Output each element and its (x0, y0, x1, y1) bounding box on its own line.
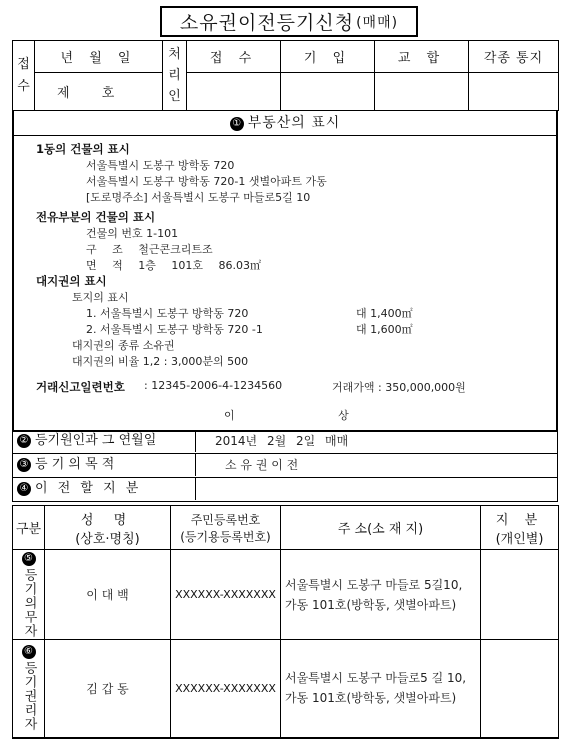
obligor-type: ⑤ 등기의무자 (13, 550, 45, 640)
building-line-1: 서울특별시 도봉구 방학동 720 (86, 159, 235, 172)
purpose-value[interactable]: 소 유 권 이 전 (225, 458, 299, 472)
col-receipt: 접 수 (187, 41, 281, 73)
building-title: 1동의 건물의 표시 (36, 142, 130, 156)
receipt-date-label: 년 월 일 (35, 41, 163, 73)
section-cause-row (12, 430, 558, 454)
notice-cell[interactable] (469, 73, 559, 111)
section-number: ② (17, 434, 31, 448)
land-item-1-area: 대 1,400㎡ (356, 307, 413, 320)
unit-title: 전유부분의 건물의 표시 (36, 210, 156, 224)
col-notice: 각종 통지 (469, 41, 559, 73)
building-line-2: 서울특별시 도봉구 방학동 720-1 샛별아파트 가동 (86, 175, 327, 188)
deal-number-value: : 12345-2006-4-1234560 (144, 379, 283, 392)
holder-type: ⑥ 등기권리자 (13, 640, 45, 738)
receipt-table (12, 40, 559, 111)
section-share-row (12, 478, 558, 502)
section-number: ① (230, 117, 244, 131)
land-right-ratio: 대지권의 비율 1,2 : 3,000분의 500 (72, 355, 249, 368)
entry-cell[interactable] (281, 73, 375, 111)
col-check: 교 합 (375, 41, 469, 73)
section-purpose-row (12, 454, 558, 478)
unit-area: 면 적 1층 101호 86.03㎡ (86, 259, 261, 272)
property-section (12, 110, 558, 432)
receipt-side-label: 접 수 (13, 41, 35, 111)
unit-number: 건물의 번호 1-101 (86, 227, 179, 240)
header-type: 구분 (13, 506, 45, 550)
property-section-header: ① 부동산의 표시 (14, 111, 556, 136)
building-line-3: [도로명주소] 서울특별시 도봉구 마들로5길 10 (86, 191, 311, 204)
process-label: 처 리 인 (163, 41, 187, 111)
cause-value[interactable]: 2014년 2월 2일 매매 (215, 434, 349, 448)
cause-label: 등기원인과 그 연월일 (35, 433, 157, 448)
title-text: 소유권이전등기신청 (179, 12, 355, 34)
obligor-name[interactable]: 이 대 백 (45, 550, 171, 640)
holder-name[interactable]: 김 갑 동 (45, 640, 171, 738)
land-subtitle: 토지의 표시 (72, 291, 129, 304)
header-id: 주민등록번호 (등기용등록번호) (171, 506, 281, 550)
land-item-1: 1. 서울특별시 도봉구 방학동 720 (86, 307, 249, 320)
purpose-label: 등 기 의 목 적 (35, 457, 115, 472)
holder-share[interactable] (481, 640, 559, 738)
share-label: 이 전 할 지 분 (35, 481, 142, 496)
deal-number-label: 거래신고일련번호 (36, 380, 125, 394)
obligor-share[interactable] (481, 550, 559, 640)
holder-id[interactable]: XXXXXX-XXXXXXX (171, 640, 281, 738)
header-name: 성 명 (상호·명칭) (45, 506, 171, 550)
deal-price: 거래가액 : 350,000,000원 (332, 381, 466, 394)
obligor-id[interactable]: XXXXXX-XXXXXXX (171, 550, 281, 640)
document-title (160, 6, 418, 37)
end-mark: 이 상 (224, 409, 349, 422)
col-entry: 기 입 (281, 41, 375, 73)
land-title: 대지권의 표시 (36, 274, 107, 288)
land-item-2-area: 대 1,600㎡ (356, 323, 413, 336)
title-subtext: (매매) (356, 14, 399, 31)
party-table (12, 505, 559, 739)
holder-address[interactable]: 서울특별시 도봉구 마들로5 길 10, 가동 101호(방학동, 샛별아파트) (281, 640, 481, 738)
share-value[interactable] (191, 478, 557, 500)
receipt-cell[interactable] (187, 73, 281, 111)
section-number: ④ (17, 482, 31, 496)
header-share: 지 분 (개인별) (481, 506, 559, 550)
receipt-number-label: 제 호 (35, 73, 163, 111)
header-address: 주 소(소 재 지) (281, 506, 481, 550)
unit-structure: 구 조 철근콘크리트조 (86, 243, 213, 256)
land-item-2: 2. 서울특별시 도봉구 방학동 720 -1 (86, 323, 263, 336)
obligor-address[interactable]: 서울특별시 도봉구 마들로 5길10, 가동 101호(방학동, 샛별아파트) (281, 550, 481, 640)
check-cell[interactable] (375, 73, 469, 111)
land-right-kind: 대지권의 종류 소유권 (72, 339, 175, 352)
section-number: ③ (17, 458, 31, 472)
